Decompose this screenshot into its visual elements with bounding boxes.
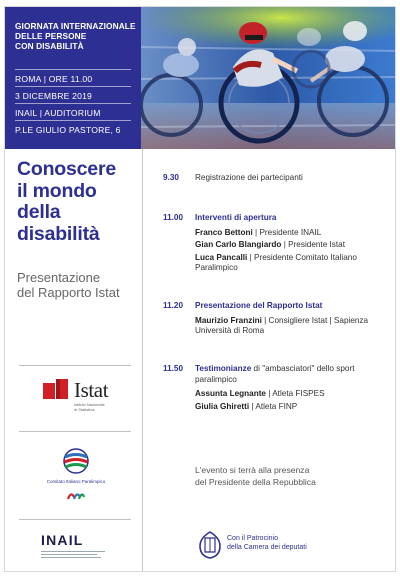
main-title-line: della xyxy=(17,201,61,223)
program-heading: Registrazione dei partecipanti xyxy=(195,173,303,182)
column-divider xyxy=(142,149,143,572)
istat-caption-line: Istituto Nazionale xyxy=(74,402,105,407)
inail-logo xyxy=(41,532,113,562)
program-item xyxy=(195,364,385,412)
speaker-name: Luca Pancalli xyxy=(195,252,248,262)
speaker-role: | Consigliere Istat | Sapienza Università di Roma xyxy=(195,315,369,336)
program-time: 9.30 xyxy=(163,173,179,182)
event-title-line: DELLE PERSONE xyxy=(15,31,87,41)
closing-note xyxy=(195,464,365,488)
istat-mark-icon xyxy=(43,379,71,401)
closing-line: L'evento si terrà alla presenza xyxy=(195,465,310,475)
cip-globe-icon xyxy=(62,447,90,477)
main-title-line: disabilità xyxy=(17,222,100,245)
cip-logo xyxy=(41,447,111,509)
istat-logo xyxy=(43,379,109,421)
event-title xyxy=(15,21,139,51)
subtitle xyxy=(17,271,135,300)
patronage xyxy=(197,530,387,564)
speaker xyxy=(195,402,385,413)
speaker-role: | Presidente INAIL xyxy=(252,227,322,237)
main-title-line: il mondo xyxy=(17,179,97,202)
inail-wordmark: INAIL xyxy=(41,532,84,548)
speaker-name: Franco Bettoni xyxy=(195,227,253,237)
program-time: 11.00 xyxy=(163,213,184,222)
speaker-name: Giulia Ghiretti xyxy=(195,401,250,411)
patronage-text xyxy=(227,535,307,552)
main-title xyxy=(17,159,135,245)
speaker-role: | Atleta FISPES xyxy=(265,389,325,399)
program-time: 11.50 xyxy=(163,364,184,373)
speaker xyxy=(195,253,385,274)
event-info-panel xyxy=(5,7,141,149)
speaker-role: | Atleta FINP xyxy=(249,401,298,411)
patronage-line: Con il Patrocinio xyxy=(227,535,278,542)
program-item xyxy=(195,213,385,274)
program-heading-bold: Testimonianze xyxy=(195,364,252,373)
divider xyxy=(15,69,131,70)
event-place-time: ROMA | ORE 11.00 xyxy=(15,74,93,84)
event-address: P.LE GIULIO PASTORE, 6 xyxy=(15,125,121,135)
event-date: 3 DICEMBRE 2019 xyxy=(15,91,93,101)
event-title-line: GIORNATA INTERNAZIONALE xyxy=(15,21,136,31)
wheelchair-race-photo xyxy=(141,7,396,149)
subtitle-line: del Rapporto Istat xyxy=(17,284,120,300)
program-item xyxy=(195,301,385,337)
cip-caption: Comitato Italiano Paralimpico xyxy=(46,479,106,484)
program-heading xyxy=(195,364,385,385)
divider xyxy=(15,86,131,87)
program-heading: Presentazione del Rapporto Istat xyxy=(195,301,323,310)
main-title-line: Conoscere xyxy=(17,158,116,180)
closing-line: del Presidente della Repubblica xyxy=(195,477,316,487)
divider xyxy=(19,431,131,432)
camera-deputati-emblem-icon xyxy=(197,530,223,560)
divider xyxy=(19,365,131,366)
patronage-line: della Camera dei deputati xyxy=(227,543,307,551)
speaker xyxy=(195,228,385,239)
event-title-line: CON DISABILITÀ xyxy=(15,41,84,51)
speaker-name: Gian Carlo Blangiardo xyxy=(195,240,282,250)
subtitle-line: Presentazione xyxy=(17,270,101,285)
inail-line-decoration xyxy=(41,551,105,552)
speaker-name: Maurizio Franzini xyxy=(195,315,262,325)
istat-wordmark: Istat xyxy=(74,378,109,402)
divider xyxy=(19,519,131,520)
speaker xyxy=(195,389,385,400)
speaker-role: | Presidente Comitato Italiano Paralimpico xyxy=(195,252,357,273)
event-venue: INAIL | AUDITORIUM xyxy=(15,108,101,118)
agitos-icon xyxy=(66,489,86,503)
inail-line-decoration xyxy=(41,557,101,558)
program-heading-suffix: di "ambasciatori" dello sport paralimpico xyxy=(195,364,355,384)
speaker xyxy=(195,240,385,251)
wheelchair-race-image xyxy=(141,7,396,149)
speaker-name: Assunta Legnante xyxy=(195,389,266,399)
invitation-page xyxy=(4,6,396,572)
divider xyxy=(15,103,131,104)
speaker xyxy=(195,316,385,337)
istat-caption-line: di Statistica xyxy=(74,406,95,412)
speaker-role: | Presidente Istat xyxy=(281,240,346,250)
program-item xyxy=(195,173,385,184)
program-time: 11.20 xyxy=(163,301,184,310)
inail-line-decoration xyxy=(41,554,97,555)
divider xyxy=(15,120,131,121)
istat-caption xyxy=(74,403,114,413)
program-heading: Interventi di apertura xyxy=(195,213,277,222)
